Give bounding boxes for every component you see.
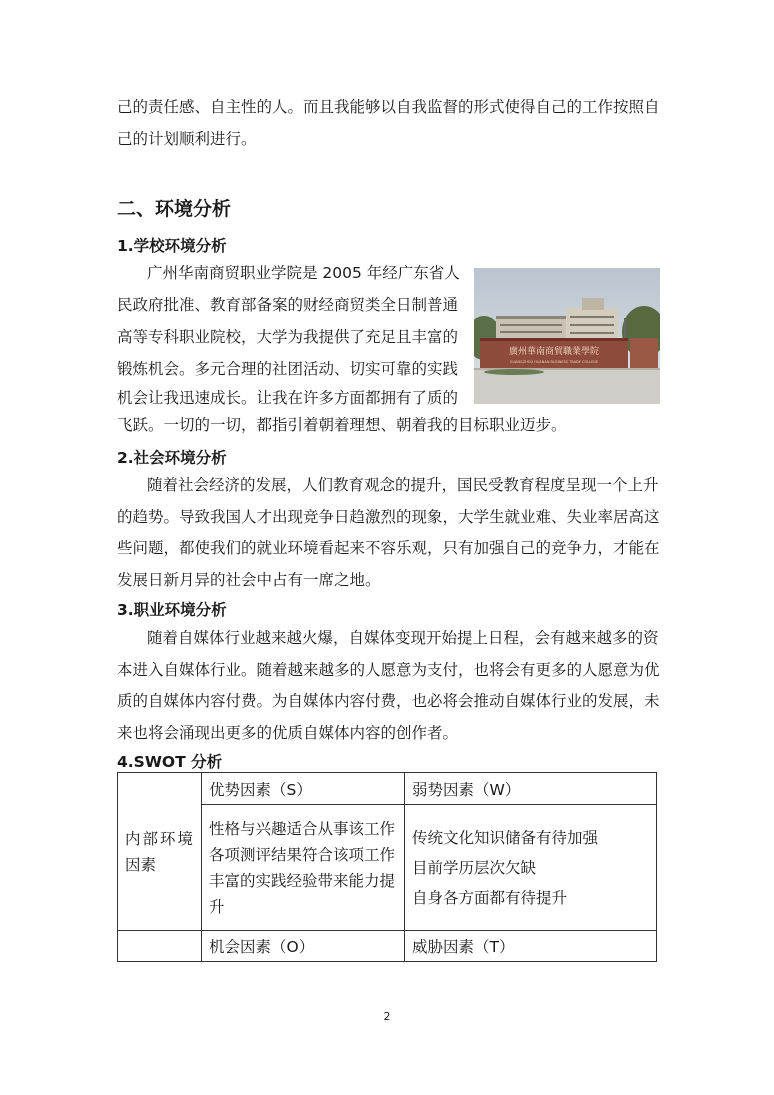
- school-line-2: 民政府批准、教育部备案的财经商贸类全日制普通: [117, 296, 459, 314]
- campus-sign-text: 廣州華南商貿職業學院: [508, 347, 600, 357]
- campus-sign-subtext: GUANGZHOU HUANAN BUSINESS TRADE COLLEGE: [509, 360, 599, 364]
- internal-label-line-1: 内部环境: [125, 829, 196, 848]
- internal-factors-label: [118, 773, 202, 931]
- social-line-1: 随着社会经济的发展，人们教育观念的提升，国民受教育程度呈现一个上升: [147, 476, 659, 494]
- career-line-4: 来也将会涌现出更多的优质自媒体内容的创作者。: [117, 724, 459, 742]
- campus-photo-illustration: [474, 268, 660, 404]
- strength-header: 优势因素（S）: [202, 773, 405, 805]
- weakness-item: 传统文化知识储备有待加强: [412, 828, 599, 847]
- weakness-header: 弱势因素（W）: [405, 773, 657, 805]
- opportunity-header: 机会因素（O）: [202, 931, 405, 962]
- social-heading: 2.社会环境分析: [117, 449, 227, 467]
- swot-header-row: [118, 773, 657, 805]
- strength-item: 性格与兴趣适合从事该工作: [209, 819, 396, 838]
- weakness-item: 自身各方面都有待提升: [412, 888, 568, 907]
- internal-label-line-2: 因素: [125, 855, 157, 874]
- threat-header: 威胁因素（T）: [405, 931, 657, 962]
- career-heading: 3.职业环境分析: [117, 601, 227, 619]
- strengths-cell: [202, 805, 405, 931]
- school-heading: 1.学校环境分析: [117, 237, 227, 255]
- strength-item: 升: [209, 897, 225, 916]
- campus-photo: [474, 268, 660, 404]
- weaknesses-cell: [405, 805, 657, 931]
- external-factors-label: [118, 931, 202, 962]
- career-line-3: 质的自媒体内容付费。为自媒体内容付费，也必将会推动自媒体行业的发展，未: [117, 692, 660, 710]
- strength-item: 丰富的实践经验带来能力提: [209, 871, 396, 890]
- weakness-item: 目前学历层次欠缺: [412, 858, 537, 877]
- swot-heading: 4.SWOT 分析: [117, 753, 223, 771]
- social-line-4: 发展日新月异的社会中占有一席之地。: [117, 571, 381, 589]
- social-line-3: 些问题，都使我们的就业环境看起来不容乐观，只有加强自己的竞争力，才能在: [117, 539, 660, 557]
- intro-line-2: 己的计划顺利进行。: [117, 130, 257, 148]
- school-line-1: 广州华南商贸职业学院是 2005 年经广东省人: [147, 264, 460, 282]
- school-line-3: 高等专科职业院校，大学为我提供了充足且丰富的: [117, 328, 459, 346]
- swot-table: [117, 772, 657, 962]
- career-line-1: 随着自媒体行业越来越火爆，自媒体变现开始提上日程，会有越来越多的资: [147, 629, 659, 647]
- school-line-4: 锻炼机会。多元合理的社团活动、切实可靠的实践: [117, 360, 459, 378]
- intro-line-1: 己的责任感、自主性的人。而且我能够以自我监督的形式使得自己的工作按照自: [117, 98, 660, 116]
- school-line-6: 飞跃。一切的一切，都指引着朝着理想、朝着我的目标职业迈步。: [117, 416, 567, 434]
- career-line-2: 本进入自媒体行业。随着越来越多的人愿意为支付，也将会有更多的人愿意为优: [117, 661, 660, 679]
- strength-item: 各项测评结果符合该项工作: [209, 845, 396, 864]
- swot-external-header-row: [118, 931, 657, 962]
- school-line-5: 机会让我迅速成长。让我在许多方面都拥有了质的: [117, 389, 459, 407]
- social-line-2: 的趋势。导致我国人才出现竞争日趋激烈的现象，大学生就业难、失业率居高这: [117, 508, 660, 526]
- page-number: 2: [383, 1010, 391, 1023]
- section-title: 二、环境分析: [117, 198, 232, 220]
